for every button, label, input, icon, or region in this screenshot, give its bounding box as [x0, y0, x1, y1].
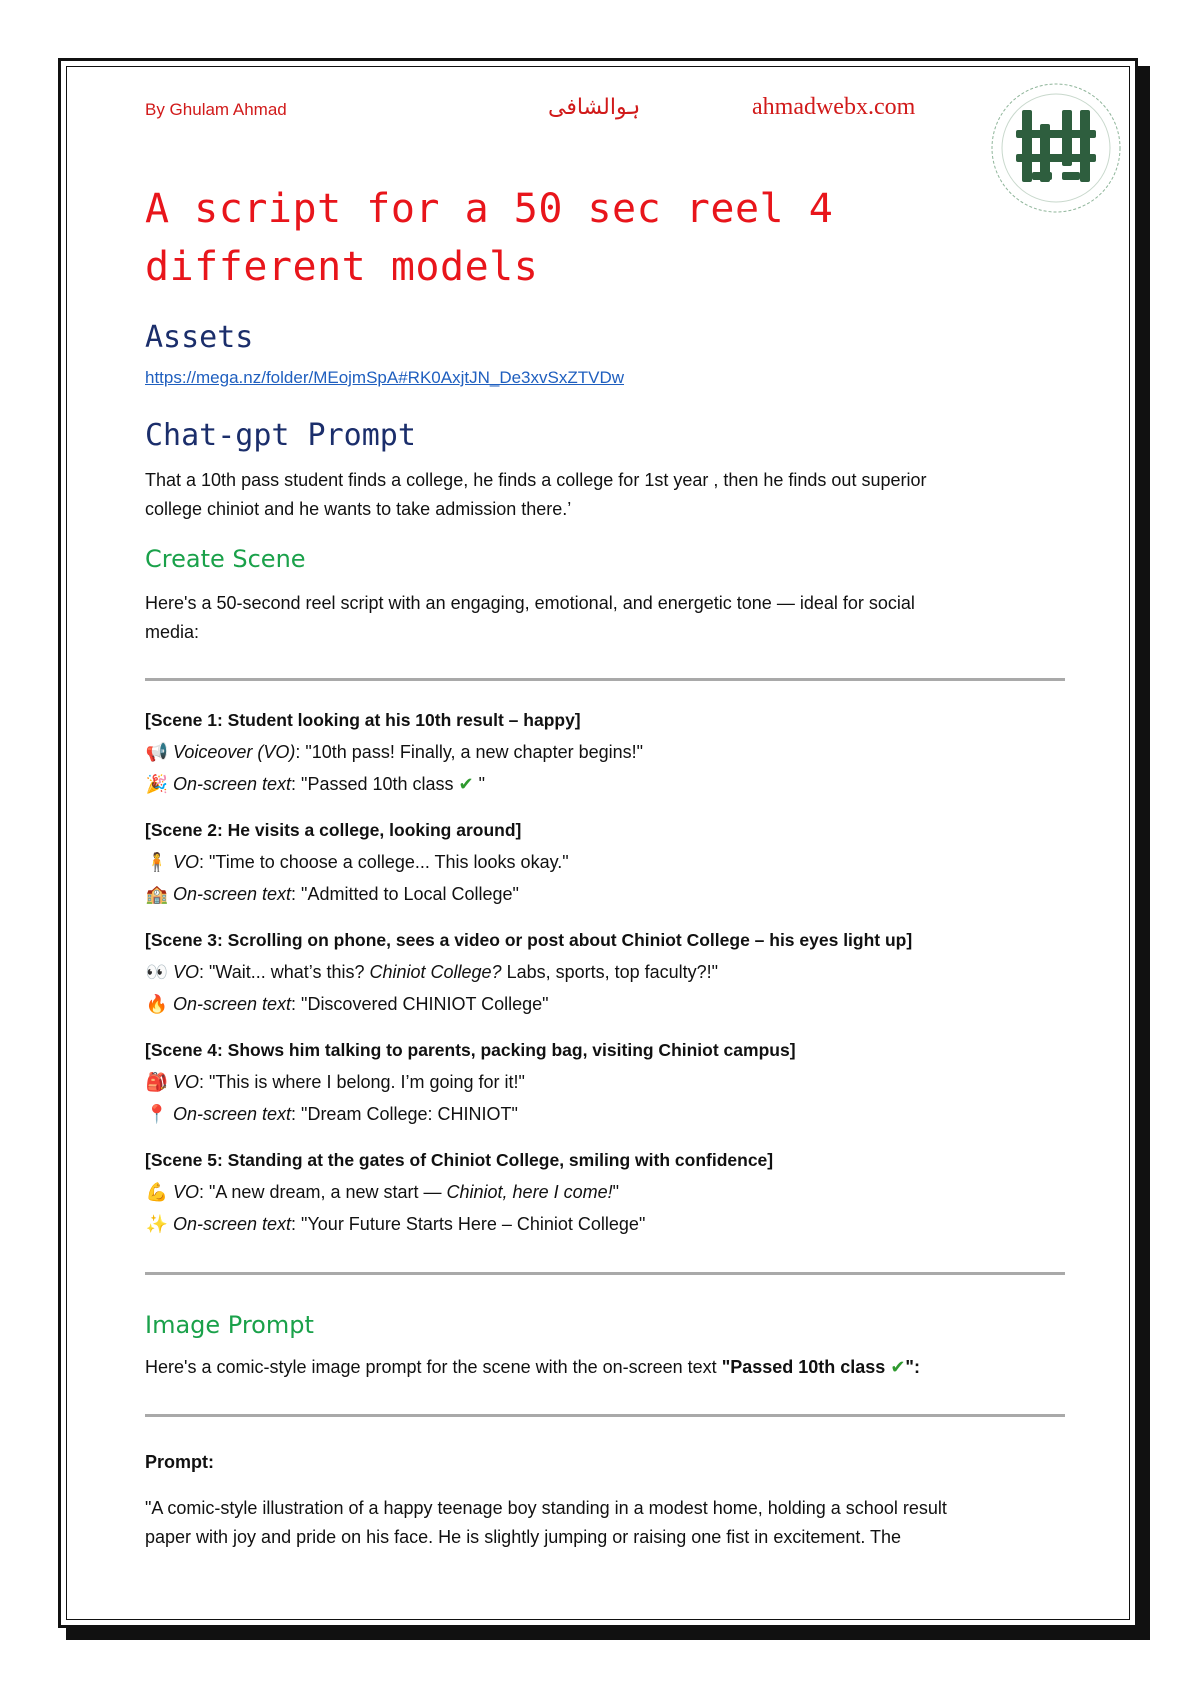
os-label: On-screen text	[173, 774, 292, 794]
grid-logo-icon	[988, 80, 1124, 216]
check-icon: ✔	[890, 1357, 906, 1378]
site-name[interactable]: ahmadwebx.com	[752, 94, 916, 120]
flexed-arm-icon: 💪	[145, 1182, 169, 1203]
person-icon: 🧍	[145, 852, 169, 873]
intro-end: :	[913, 1357, 920, 1377]
os-label: On-screen text	[173, 884, 292, 904]
scene-5-heading: [Scene 5: Standing at the gates of Chiniot College, smiling with confidence]	[145, 1150, 774, 1170]
vo-text-end: "	[612, 1182, 619, 1202]
chatgpt-line-2: college chiniot and he wants to take admission there.’	[145, 499, 572, 519]
vo-label: VO	[173, 962, 200, 982]
vo-text: : "Time to choose a college... This looks okay."	[199, 852, 569, 872]
scene-4-heading: [Scene 4: Shows him talking to parents, packing bag, visiting Chiniot campus]	[145, 1040, 796, 1060]
os-text: : "Admitted to Local College"	[291, 884, 519, 904]
urdu-header-text: ہوالشافی	[548, 95, 641, 120]
scene-1-voiceover	[145, 742, 643, 763]
divider	[145, 1272, 1065, 1275]
backpack-icon: 🎒	[145, 1072, 169, 1093]
os-text: : "Discovered CHINIOT College"	[291, 994, 549, 1014]
create-scene-heading: Create Scene	[145, 545, 306, 573]
scene-3-heading: [Scene 3: Scrolling on phone, sees a video or post about Chiniot College – his eyes light up]	[145, 930, 913, 950]
page-frame-inner	[66, 66, 1130, 1620]
vo-label: VO	[173, 1182, 200, 1202]
os-text: : "Dream College: CHINIOT"	[291, 1104, 518, 1124]
chatgpt-prompt-text	[145, 466, 1065, 524]
create-scene-intro-2: media:	[145, 622, 200, 642]
intro-text: Here's a comic-style image prompt for the scene with the on-screen text	[145, 1357, 722, 1377]
scene-5-voiceover	[145, 1182, 619, 1203]
scene-3-voiceover	[145, 962, 718, 983]
image-prompt-intro	[145, 1357, 920, 1378]
create-scene-intro-1: Here's a 50-second reel script with an engaging, emotional, and energetic tone — ideal for social	[145, 593, 915, 613]
party-popper-icon: 🎉	[145, 774, 169, 795]
chatgpt-line-1: That a 10th pass student finds a college, he finds a college for 1st year , then he finds out superior	[145, 470, 927, 490]
scene-2-onscreen	[145, 884, 519, 905]
eyes-icon: 👀	[145, 962, 169, 983]
megaphone-icon: 📢	[145, 742, 169, 763]
os-text: : "Passed 10th class ✔ "	[291, 774, 486, 795]
os-label: On-screen text	[173, 1104, 292, 1124]
vo-label: VO	[173, 852, 200, 872]
pin-icon: 📍	[145, 1104, 169, 1125]
prompt-line-1: "A comic-style illustration of a happy teenage boy standing in a modest home, holding a school result	[145, 1498, 947, 1518]
assets-link[interactable]: https://mega.nz/folder/MEojmSpA#RK0AxjtJN_De3xvSxZTVDw	[145, 368, 625, 387]
title-line-1: A script for a 50 sec reel 4	[145, 186, 834, 232]
assets-heading: Assets	[145, 320, 254, 355]
vo-label: Voiceover (VO)	[173, 742, 296, 762]
vo-label: VO	[173, 1072, 200, 1092]
scene-1-heading: [Scene 1: Student looking at his 10th result – happy]	[145, 710, 581, 730]
author-byline: By Ghulam Ahmad	[145, 100, 287, 119]
intro-bold-text: "Passed 10th class ✔"	[721, 1357, 914, 1378]
document-title	[145, 180, 905, 296]
chatgpt-heading: Chat-gpt Prompt	[145, 418, 416, 453]
vo-text: : "Wait... what’s this?	[199, 962, 370, 982]
scene-2-voiceover	[145, 852, 569, 873]
image-prompt-heading: Image Prompt	[145, 1311, 314, 1339]
vo-text: : "10th pass! Finally, a new chapter begins!"	[295, 742, 644, 762]
sparkle-icon: ✨	[145, 1214, 169, 1235]
scene-3-onscreen	[145, 994, 549, 1015]
os-label: On-screen text	[173, 994, 292, 1014]
vo-text-italic: Chiniot, here I come!	[446, 1182, 613, 1202]
prompt-line-2: paper with joy and pride on his face. He is slightly jumping or raising one fist in excitement. The	[145, 1527, 902, 1547]
scene-5-onscreen	[145, 1214, 645, 1235]
check-icon: ✔	[458, 774, 474, 795]
os-label: On-screen text	[173, 1214, 292, 1234]
scene-2-heading: [Scene 2: He visits a college, looking around]	[145, 820, 522, 840]
prompt-text	[145, 1494, 1065, 1552]
create-scene-intro	[145, 589, 1065, 647]
prompt-label: Prompt:	[145, 1452, 214, 1472]
scene-1-onscreen	[145, 774, 485, 795]
vo-text: : "A new dream, a new start —	[199, 1182, 447, 1202]
scene-4-voiceover	[145, 1072, 525, 1093]
fire-icon: 🔥	[145, 994, 169, 1015]
vo-text-italic: Chiniot College?	[369, 962, 502, 982]
divider	[145, 1414, 1065, 1417]
title-line-2: different models	[145, 244, 539, 290]
os-text: : "Your Future Starts Here – Chiniot College"	[291, 1214, 646, 1234]
school-icon: 🏫	[145, 884, 169, 905]
vo-text-end: Labs, sports, top faculty?!"	[501, 962, 719, 982]
vo-text: : "This is where I belong. I’m going for it!"	[199, 1072, 525, 1092]
divider	[145, 678, 1065, 681]
scene-4-onscreen	[145, 1104, 518, 1125]
